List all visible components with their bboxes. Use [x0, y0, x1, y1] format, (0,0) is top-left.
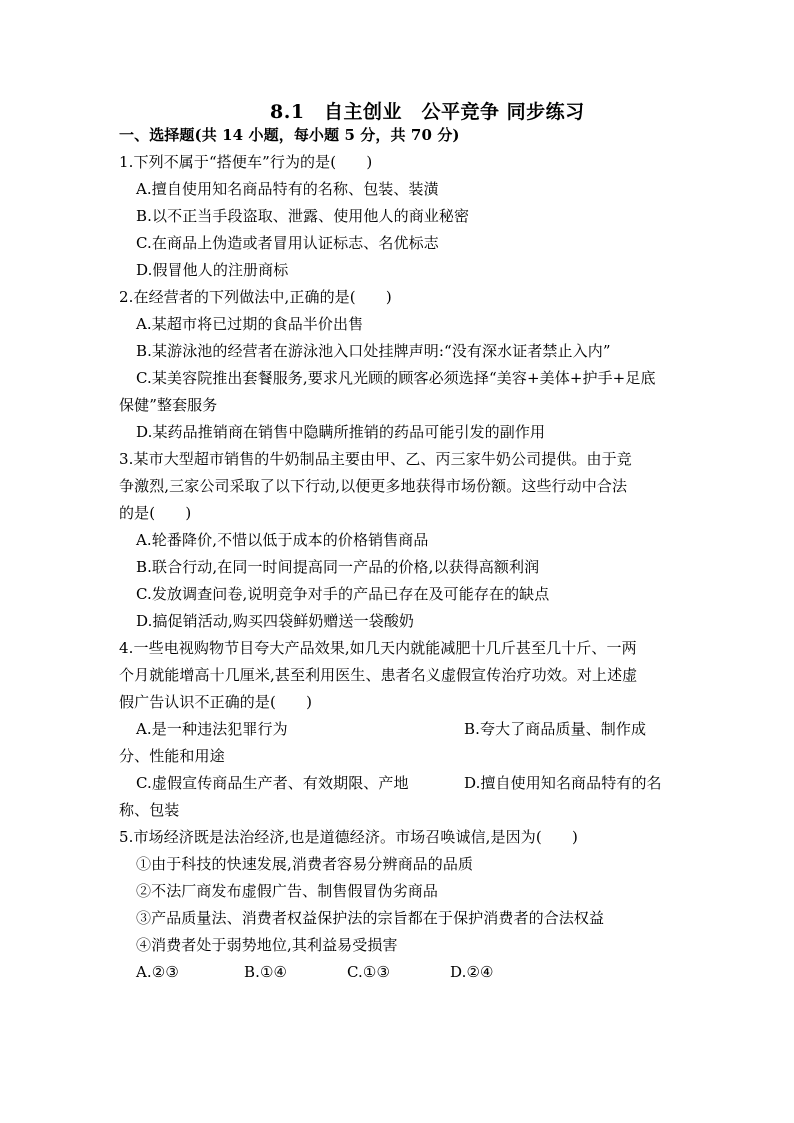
question-4-stem-line-1: 4.一些电视购物节目夸大产品效果,如几天内就能减肥十几斤甚至几十斤、一两 — [119, 639, 637, 657]
question-3-option-d: D.搞促销活动,购买四袋鲜奶赠送一袋酸奶 — [136, 612, 415, 630]
section-heading: 一、选择题(共 14 小题，每小题 5 分，共 70 分) — [119, 126, 460, 144]
question-5-choice-c: C.①③ — [347, 963, 391, 981]
question-2-option-c-cont: 保健”整套服务 — [119, 396, 218, 414]
question-4-option-b: B.夸大了商品质量、制作成 — [464, 720, 647, 738]
question-1-option-b: B.以不正当手段盗取、泄露、使用他人的商业秘密 — [136, 207, 470, 225]
question-3-stem-line-1: 3.某市大型超市销售的牛奶制品主要由甲、乙、丙三家牛奶公司提供。由于竞 — [119, 450, 632, 468]
question-5-stem: 5.市场经济既是法治经济,也是道德经济。市场召唤诚信,是因为( ) — [119, 828, 578, 846]
question-2-option-d: D.某药品推销商在销售中隐瞒所推销的药品可能引发的副作用 — [136, 423, 546, 441]
question-5-choice-a: A.②③ — [136, 963, 179, 981]
question-2-option-c: C.某美容院推出套餐服务,要求凡光顾的顾客必须选择“美容+美体+护手+足底 — [136, 369, 656, 387]
question-4-option-d: D.擅自使用知名商品特有的名 — [464, 774, 662, 792]
question-1-stem: 1.下列不属于“搭便车”行为的是( ) — [119, 153, 373, 171]
question-5-statement-1: ①由于科技的快速发展,消费者容易分辨商品的品质 — [136, 855, 474, 873]
question-4-option-c: C.虚假宣传商品生产者、有效期限、产地 — [136, 774, 409, 792]
question-5-statement-2: ②不法厂商发布虚假广告、制售假冒伪劣商品 — [136, 882, 439, 900]
question-1-option-d: D.假冒他人的注册商标 — [136, 261, 289, 279]
question-5-choice-d: D.②④ — [450, 963, 494, 981]
question-2-option-b: B.某游泳池的经营者在游泳池入口处挂牌声明:“没有深水证者禁止入内” — [136, 342, 611, 360]
question-3-stem-line-3: 的是( ) — [119, 504, 192, 522]
question-3-option-c: C.发放调查问卷,说明竞争对手的产品已存在及可能存在的缺点 — [136, 585, 550, 603]
question-5-statement-3: ③产品质量法、消费者权益保护法的宗旨都在于保护消费者的合法权益 — [136, 909, 605, 927]
question-1-option-a: A.擅自使用知名商品特有的名称、包装、装潢 — [136, 180, 439, 198]
question-5-statement-4: ④消费者处于弱势地位,其利益易受损害 — [136, 936, 398, 954]
page-title: 8.1 自主创业 公平竞争 同步练习 — [270, 101, 585, 123]
question-2-option-a: A.某超市将已过期的食品半价出售 — [136, 315, 364, 333]
question-2-stem: 2.在经营者的下列做法中,正确的是( ) — [119, 288, 392, 306]
question-3-option-b: B.联合行动,在同一时间提高同一产品的价格,以获得高额利润 — [136, 558, 540, 576]
question-1-option-c: C.在商品上伪造或者冒用认证标志、名优标志 — [136, 234, 439, 252]
question-4-stem-line-3: 假广告认识不正确的是( ) — [119, 693, 313, 711]
question-4-stem-line-2: 个月就能增高十几厘米,甚至利用医生、患者名义虚假宣传治疗功效。对上述虚 — [119, 666, 638, 684]
question-4-option-d-cont: 称、包装 — [119, 801, 180, 819]
question-3-option-a: A.轮番降价,不惜以低于成本的价格销售商品 — [136, 531, 429, 549]
question-3-stem-line-2: 争激烈,三家公司采取了以下行动,以便更多地获得市场份额。这些行动中合法 — [119, 477, 628, 495]
question-4-option-a: A.是一种违法犯罪行为 — [136, 720, 288, 738]
question-4-option-b-cont: 分、性能和用途 — [119, 747, 225, 765]
question-5-choice-b: B.①④ — [244, 963, 288, 981]
